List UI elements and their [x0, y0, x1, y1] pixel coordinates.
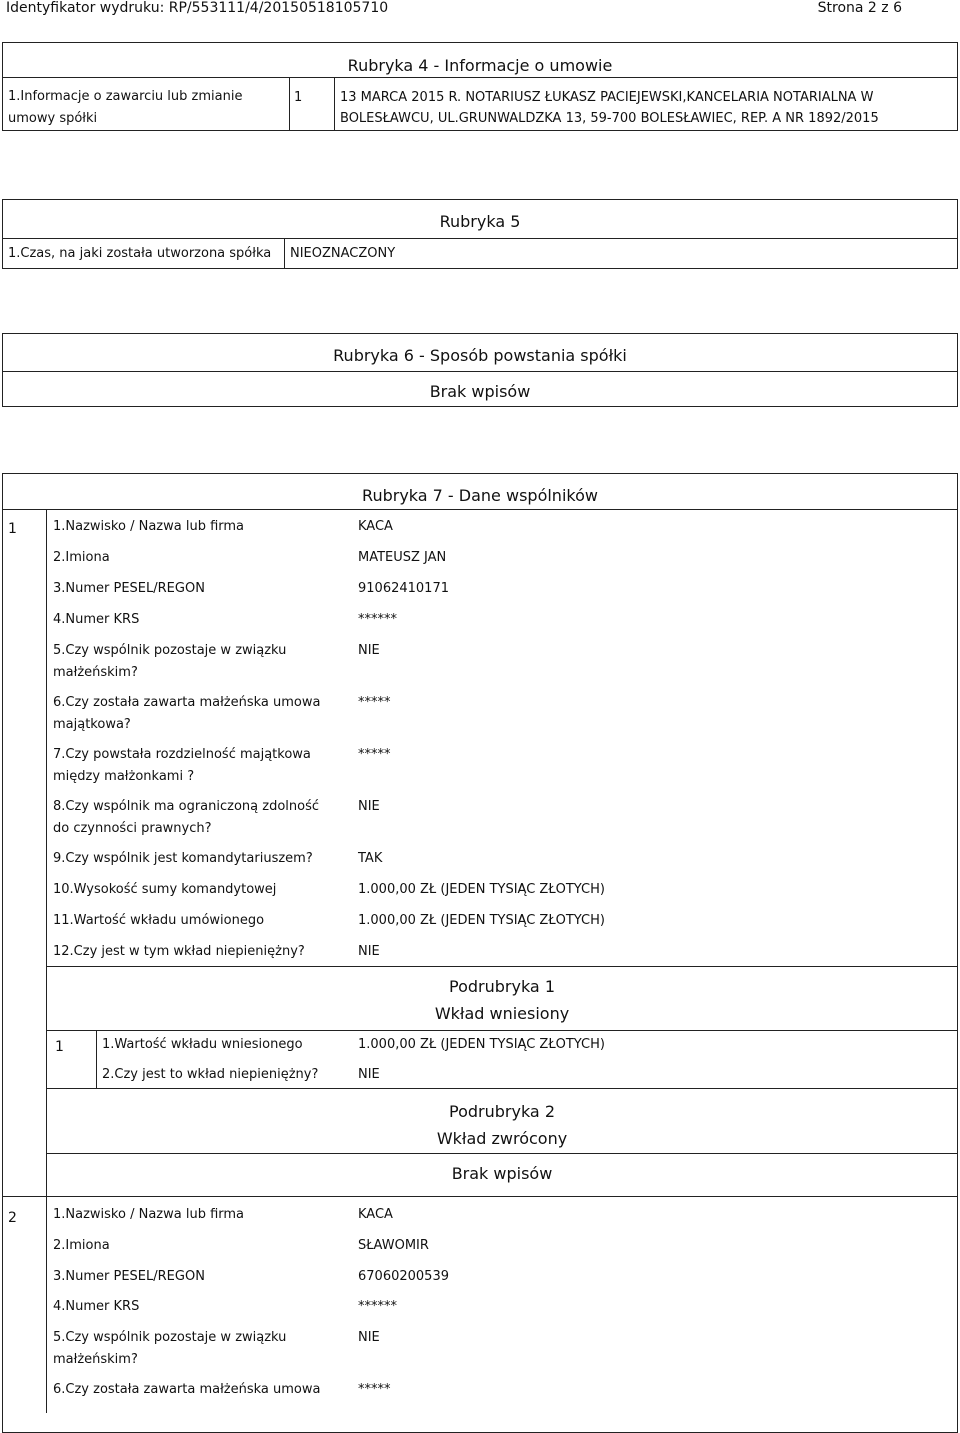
rubryka-4-title: Rubryka 4 - Informacje o umowie [347, 56, 613, 75]
p1-value-3: 91062410171 [358, 581, 449, 596]
p1-label-3: 3.Numer PESEL/REGON [53, 581, 205, 596]
p2-value-5: NIE [358, 1330, 380, 1345]
partner-1-num: 1 [8, 521, 17, 537]
p2-value-3: 67060200539 [358, 1269, 449, 1284]
p2-label-6: 6.Czy została zawarta małżeńska umowa [53, 1382, 321, 1397]
podrubryka-1-subtitle: Wkład wniesiony [434, 1004, 570, 1023]
p1-label-12: 12.Czy jest w tym wkład niepieniężny? [53, 944, 305, 959]
rubryka-6-empty: Brak wpisów [429, 382, 531, 401]
p1-value-1: KACA [358, 519, 393, 534]
p2-label-2: 2.Imiona [53, 1238, 110, 1253]
rubryka-7-title: Rubryka 7 - Dane wspólników [362, 486, 598, 505]
p2-label-1: 1.Nazwisko / Nazwa lub firma [53, 1207, 245, 1222]
p1-label-2: 2.Imiona [53, 550, 110, 565]
sub1-label-2: 2.Czy jest to wkład niepieniężny? [102, 1067, 319, 1082]
p2-label-5: 5.Czy wspólnik pozostaje w związku małżeńskim? [53, 1330, 287, 1367]
p1-label-8: 8.Czy wspólnik ma ograniczoną zdolność do czynności prawnych? [53, 799, 320, 836]
p2-value-1: KACA [358, 1207, 393, 1222]
rubryka-5-value: NIEOZNACZONY [290, 246, 396, 261]
p1-value-5: NIE [358, 643, 380, 658]
rubryka-4-num: 1 [294, 90, 303, 105]
p1-value-4: ****** [358, 612, 397, 627]
p1-label-4: 4.Numer KRS [53, 612, 140, 627]
podrubryka-1-num: 1 [55, 1039, 64, 1055]
podrubryka-2-empty: Brak wpisów [451, 1164, 553, 1183]
rubryka-4-value-line2: BOLESŁAWCU, UL.GRUNWALDZKA 13, 59-700 BOLESŁAWIEC, REP. A NR 1892/2015 [340, 111, 879, 126]
rubryka-5-title: Rubryka 5 [439, 212, 521, 231]
rubryka-4-value-line1: 13 MARCA 2015 R. NOTARIUSZ ŁUKASZ PACIEJEWSKI,KANCELARIA NOTARIALNA W [340, 90, 874, 105]
p1-value-12: NIE [358, 944, 380, 959]
sub1-value-1: 1.000,00 ZŁ (JEDEN TYSIĄC ZŁOTYCH) [358, 1037, 605, 1052]
p1-value-8: NIE [358, 799, 380, 814]
rubryka-5-label: 1.Czas, na jaki została utworzona spółka [8, 246, 272, 261]
p2-label-3: 3.Numer PESEL/REGON [53, 1269, 205, 1284]
p1-value-11: 1.000,00 ZŁ (JEDEN TYSIĄC ZŁOTYCH) [358, 913, 605, 928]
podrubryka-1-title: Podrubryka 1 [449, 977, 555, 996]
p1-value-2: MATEUSZ JAN [358, 550, 447, 565]
rubryka-4-label: 1.Informacje o zawarciu lub zmianie umowy spółki [8, 89, 243, 126]
p1-label-11: 11.Wartość wkładu umówionego [53, 913, 265, 928]
p1-label-6: 6.Czy została zawarta małżeńska umowa majątkowa? [53, 695, 321, 732]
podrubryka-2-subtitle: Wkład zwrócony [436, 1129, 568, 1148]
p1-value-9: TAK [358, 851, 383, 866]
print-identifier: Identyfikator wydruku: RP/553111/4/20150518105710 [6, 0, 389, 16]
partner-2-num: 2 [8, 1210, 17, 1226]
p1-label-10: 10.Wysokość sumy komandytowej [53, 882, 277, 897]
p1-value-7: ***** [358, 747, 391, 762]
podrubryka-2-title: Podrubryka 2 [449, 1102, 555, 1121]
p1-label-7: 7.Czy powstała rozdzielność majątkowa między małżonkami ? [53, 747, 311, 784]
p1-value-10: 1.000,00 ZŁ (JEDEN TYSIĄC ZŁOTYCH) [358, 882, 605, 897]
sub1-value-2: NIE [358, 1067, 380, 1082]
p1-label-5: 5.Czy wspólnik pozostaje w związku małżeńskim? [53, 643, 287, 680]
p2-value-6: ***** [358, 1382, 391, 1397]
rubryka-6-title: Rubryka 6 - Sposób powstania spółki [333, 346, 627, 365]
p1-value-6: ***** [358, 695, 391, 710]
sub1-label-1: 1.Wartość wkładu wniesionego [102, 1037, 303, 1052]
p1-label-1: 1.Nazwisko / Nazwa lub firma [53, 519, 245, 534]
p2-label-4: 4.Numer KRS [53, 1299, 140, 1314]
page-number: Strona 2 z 6 [817, 0, 902, 16]
p2-value-4: ****** [358, 1299, 397, 1314]
p2-value-2: SŁAWOMIR [358, 1238, 429, 1253]
p1-label-9: 9.Czy wspólnik jest komandytariuszem? [53, 851, 313, 866]
